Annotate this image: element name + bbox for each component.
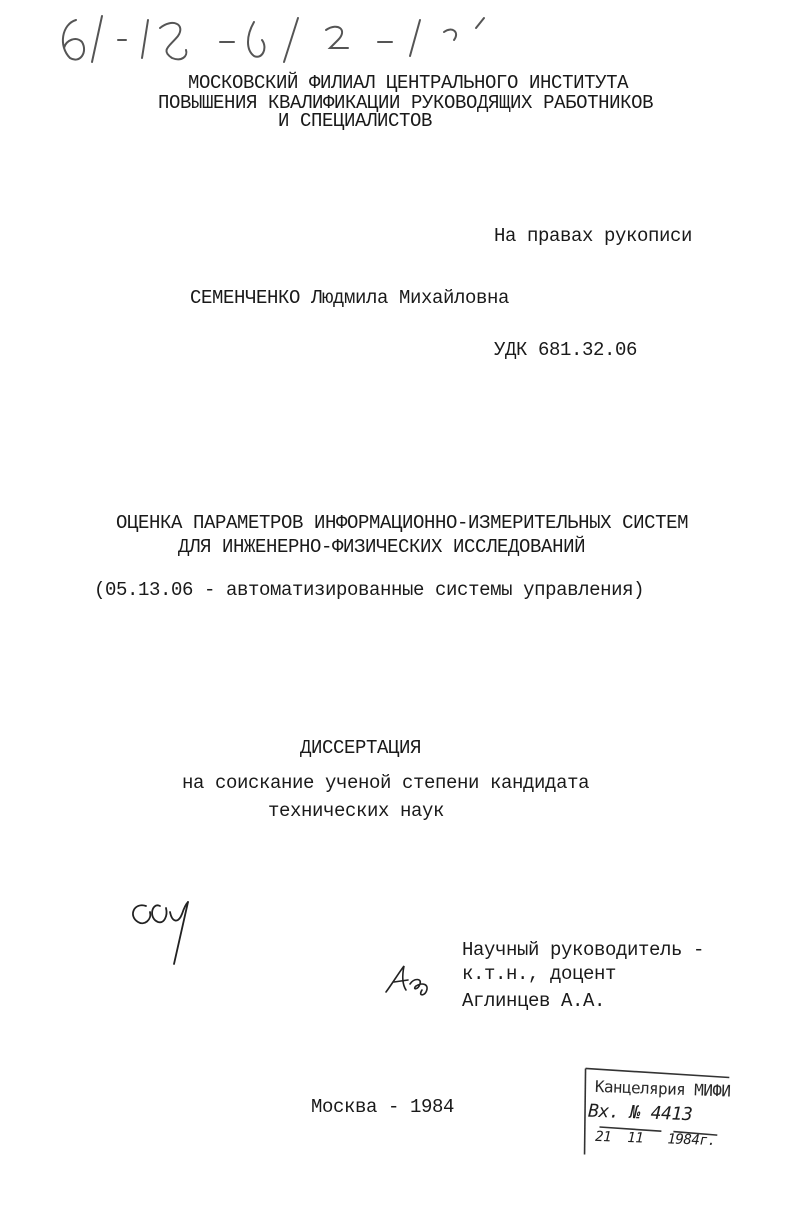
stamp-line-3: 21 11 1984г.	[594, 1128, 716, 1150]
author-signature	[124, 892, 204, 972]
institution-line-3: И СПЕЦИАЛИСТОВ	[278, 110, 433, 132]
supervisor-line-3: Аглинцев А.А.	[462, 990, 606, 1012]
institution-line-2: ПОВЫШЕНИЯ КВАЛИФИКАЦИИ РУКОВОДЯЩИХ РАБОТНИКОВ	[158, 92, 654, 114]
title-line-1: ОЦЕНКА ПАРАМЕТРОВ ИНФОРМАЦИОННО-ИЗМЕРИТЕЛЬНЫХ СИСТЕМ	[116, 512, 689, 534]
stamp-line-2: Вх. № 4413	[587, 1100, 693, 1126]
archive-note-text: 6/.-18 -2/ /.-2	[48, 64, 55, 65]
supervisor-line-1: Научный руководитель -	[462, 939, 705, 961]
place-year: Москва - 1984	[311, 1096, 455, 1118]
specialty-code: (05.13.06 - автоматизированные системы управления)	[94, 579, 645, 601]
supervisor-signature	[382, 962, 438, 998]
stamp-line-1: Канцелярия МИФИ	[594, 1076, 731, 1101]
registration-stamp	[580, 1064, 733, 1163]
degree-line-1: на соискание ученой степени кандидата	[182, 772, 590, 794]
degree-line-2: технических наук	[268, 800, 445, 822]
author-name: СЕМЕНЧЕНКО Людмила Михайловна	[190, 287, 510, 309]
institution-line-1: МОСКОВСКИЙ ФИЛИАЛ ЦЕНТРАЛЬНОГО ИНСТИТУТА	[188, 72, 629, 94]
supervisor-signature-drawing	[382, 962, 438, 998]
supervisor-line-2: к.т.н., доцент	[462, 963, 617, 985]
rights-notice: На правах рукописи	[494, 225, 693, 247]
title-line-2: ДЛЯ ИНЖЕНЕРНО-ФИЗИЧЕСКИХ ИССЛЕДОВАНИЙ	[178, 536, 586, 558]
udk-code: УДК 681.32.06	[494, 339, 638, 361]
handwritten-archive-note	[48, 6, 508, 66]
author-signature-drawing	[124, 892, 204, 972]
archive-note-scribble	[48, 6, 508, 66]
document-type: ДИССЕРТАЦИЯ	[300, 737, 422, 759]
